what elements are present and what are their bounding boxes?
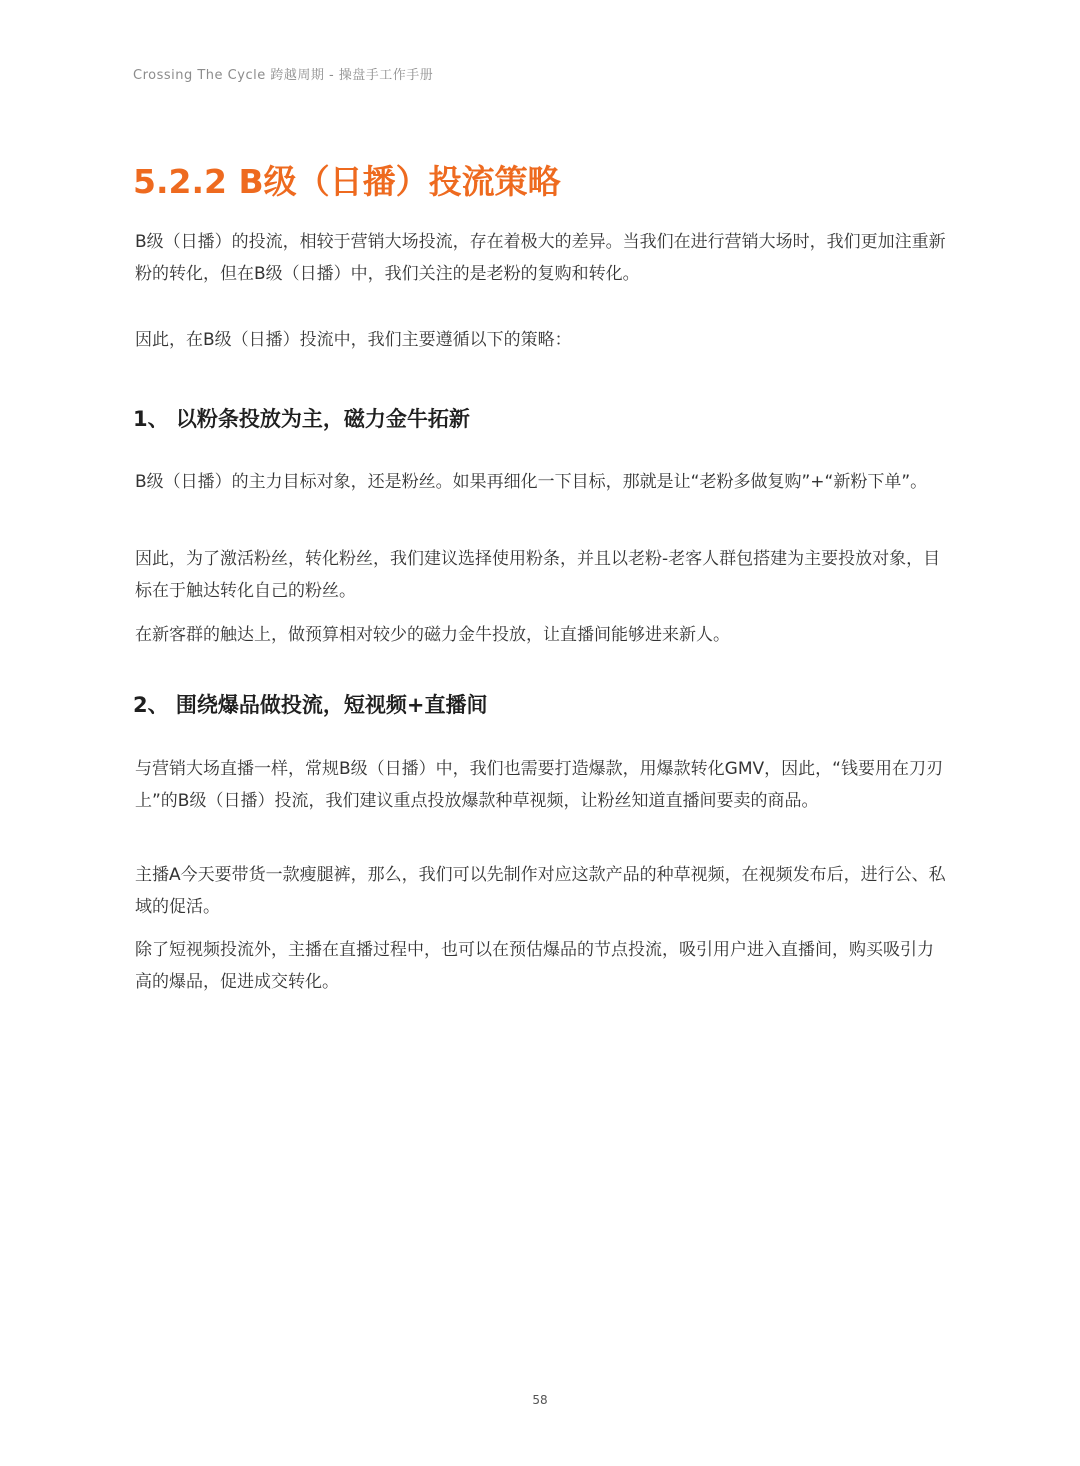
intro-paragraph-1: B级（日播）的投流，相较于营销大场投流，存在着极大的差异。当我们在进行营销大场时，我们更加注重新粉的转化，但在B级（日播）中，我们关注的是老粉的复购和转化。 [135, 232, 946, 284]
section1-paragraph-3: 在新客群的触达上，做预算相对较少的磁力金牛投放，让直播间能够进来新人。 [135, 625, 730, 645]
page-number: 58 [532, 1393, 548, 1407]
running-header: Crossing The Cycle 跨越周期 - 操盘手工作手册 [133, 68, 434, 83]
section-heading-2: 2、 围绕爆品做投流，短视频+直播间 [133, 693, 488, 717]
intro-paragraph-2: 因此，在B级（日播）投流中，我们主要遵循以下的策略： [135, 330, 572, 350]
page-title: 5.2.2 B级（日播）投流策略 [133, 162, 561, 201]
section1-paragraph-2: 因此，为了激活粉丝，转化粉丝，我们建议选择使用粉条，并且以老粉-老客人群包搭建为主要投放对象，目标在于触达转化自己的粉丝。 [135, 549, 941, 601]
section1-paragraph-1: B级（日播）的主力目标对象，还是粉丝。如果再细化一下目标，那就是让“老粉多做复购”+“新粉下单”。 [135, 472, 928, 492]
section-heading-1: 1、 以粉条投放为主，磁力金牛拓新 [133, 407, 470, 431]
section2-paragraph-1: 与营销大场直播一样，常规B级（日播）中，我们也需要打造爆款，用爆款转化GMV，因此，“钱要用在刀刃上”的B级（日播）投流，我们建议重点投放爆款种草视频，让粉丝知道直播间要卖的商品。 [135, 759, 943, 811]
section2-paragraph-2: 主播A今天要带货一款瘦腿裤，那么，我们可以先制作对应这款产品的种草视频，在视频发布后，进行公、私域的促活。 [135, 865, 946, 917]
section2-paragraph-3: 除了短视频投流外，主播在直播过程中，也可以在预估爆品的节点投流，吸引用户进入直播间，购买吸引力高的爆品，促进成交转化。 [135, 940, 934, 992]
